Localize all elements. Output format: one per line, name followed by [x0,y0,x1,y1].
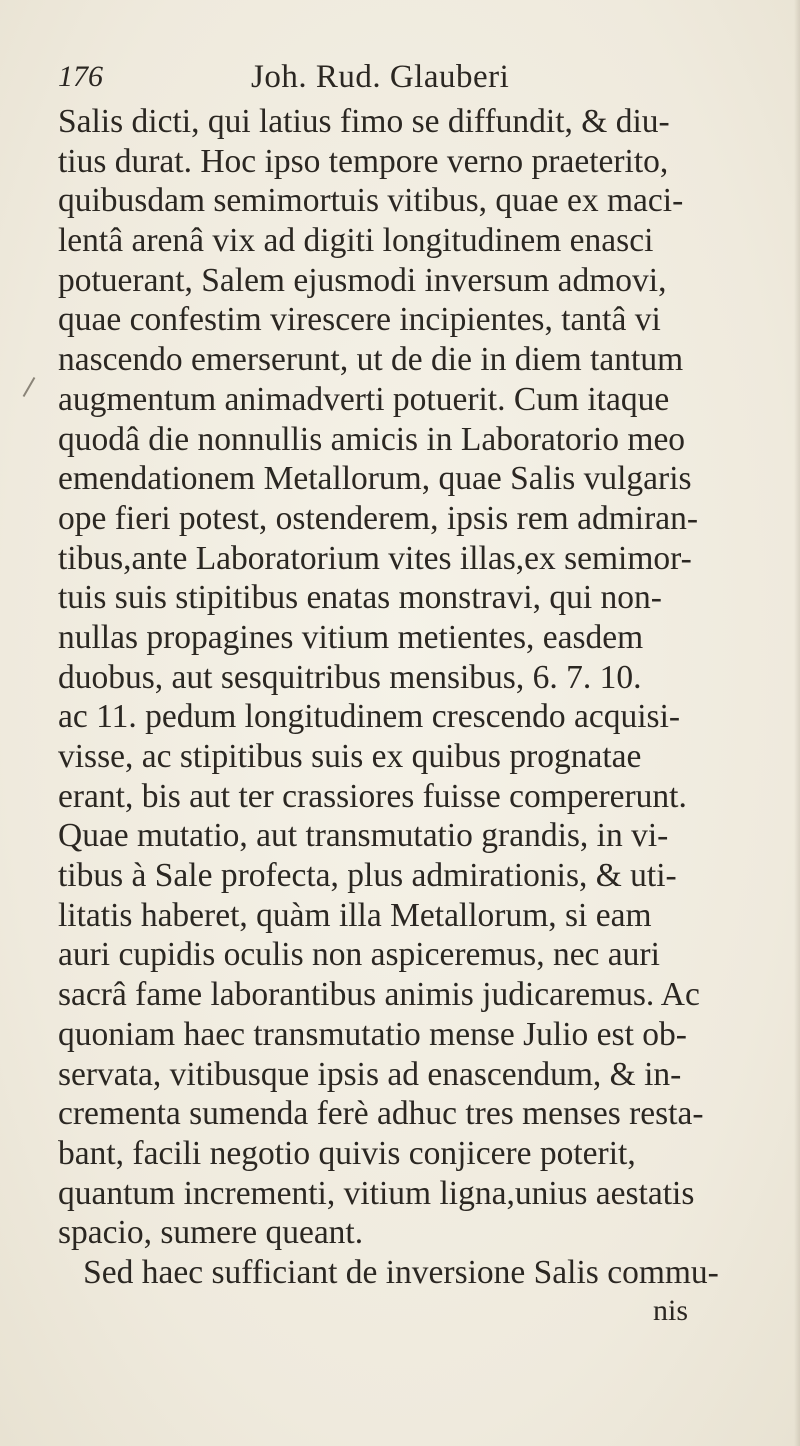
text-line: spacio, sumere queant. [58,1214,364,1252]
text-line: Salis dicti, qui latius fimo se diffundit, & diu- [58,103,670,140]
page-edge-shadow [794,0,800,1446]
text-line: quibusdam semimortuis vitibus, quae ex maci- [58,182,684,220]
text-line: Quae mutatio, aut transmutatio grandis, in vi- [58,817,669,855]
text-line: nullas propagines vitium metientes, easdem [58,618,644,656]
text-line: bant, facili negotio quivis conjicere poterit, [58,1134,636,1172]
page-number: 176 [58,60,103,93]
text-line: quodâ die nonnullis amicis in Laboratorio meo [58,420,686,458]
text-line: tuis suis stipitibus enatas monstravi, qui non- [58,579,662,617]
catchword: nis [653,1293,689,1327]
text-line: tibus à Sale profecta, plus admirationis, & uti- [58,857,677,895]
text-line: quantum incrementi, vitium ligna,unius aestatis [58,1174,695,1212]
text-line: duobus, aut sesquitribus mensibus, 6. 7. 10. [58,658,642,696]
text-line: ope fieri potest, ostenderem, ipsis rem admiran- [58,499,699,537]
text-line: crementa sumenda ferè adhuc tres menses resta- [58,1095,704,1133]
text-line: emendationem Metallorum, quae Salis vulgaris [58,460,692,498]
text-line: Sed haec sufficiant de inversione Salis commu- [58,1253,719,1291]
text-line: lentâ arenâ vix ad digiti longitudinem enasci [58,222,654,260]
text-line: nascendo emerserunt, ut de die in diem tantum [58,341,684,379]
text-line: servata, vitibusque ipsis ad enascendum, & in- [58,1055,682,1093]
text-line: ac 11. pedum longitudinem crescendo acquisi- [58,698,681,736]
text-line: visse, ac stipitibus suis ex quibus prognatae [58,738,642,775]
body-text [58,102,788,1329]
running-title: Joh. Rud. Glauberi [251,59,510,95]
text-line: potuerant, Salem ejusmodi inversum admovi, [58,261,667,299]
text-line: quoniam haec transmutatio mense Julio est ob- [58,1015,687,1053]
text-line: litatis haberet, quàm illa Metallorum, si eam [58,896,652,934]
running-head [58,52,788,102]
text-line: tibus,ante Laboratorium vites illas,ex semimor- [58,539,692,577]
text-block [58,52,788,1329]
text-line: tius durat. Hoc ipso tempore verno praeterito, [58,142,669,180]
margin-pencil-mark [23,377,36,397]
text-line: augmentum animadverti potuerit. Cum itaque [58,380,670,418]
text-line: quae confestim virescere incipientes, tantâ vi [58,301,661,339]
text-line: erant, bis aut ter crassiores fuisse compererunt. [58,777,687,815]
text-line: sacrâ fame laborantibus animis judicaremus. Ac [58,976,700,1014]
text-line: auri cupidis oculis non aspiceremus, nec auri [58,936,660,974]
